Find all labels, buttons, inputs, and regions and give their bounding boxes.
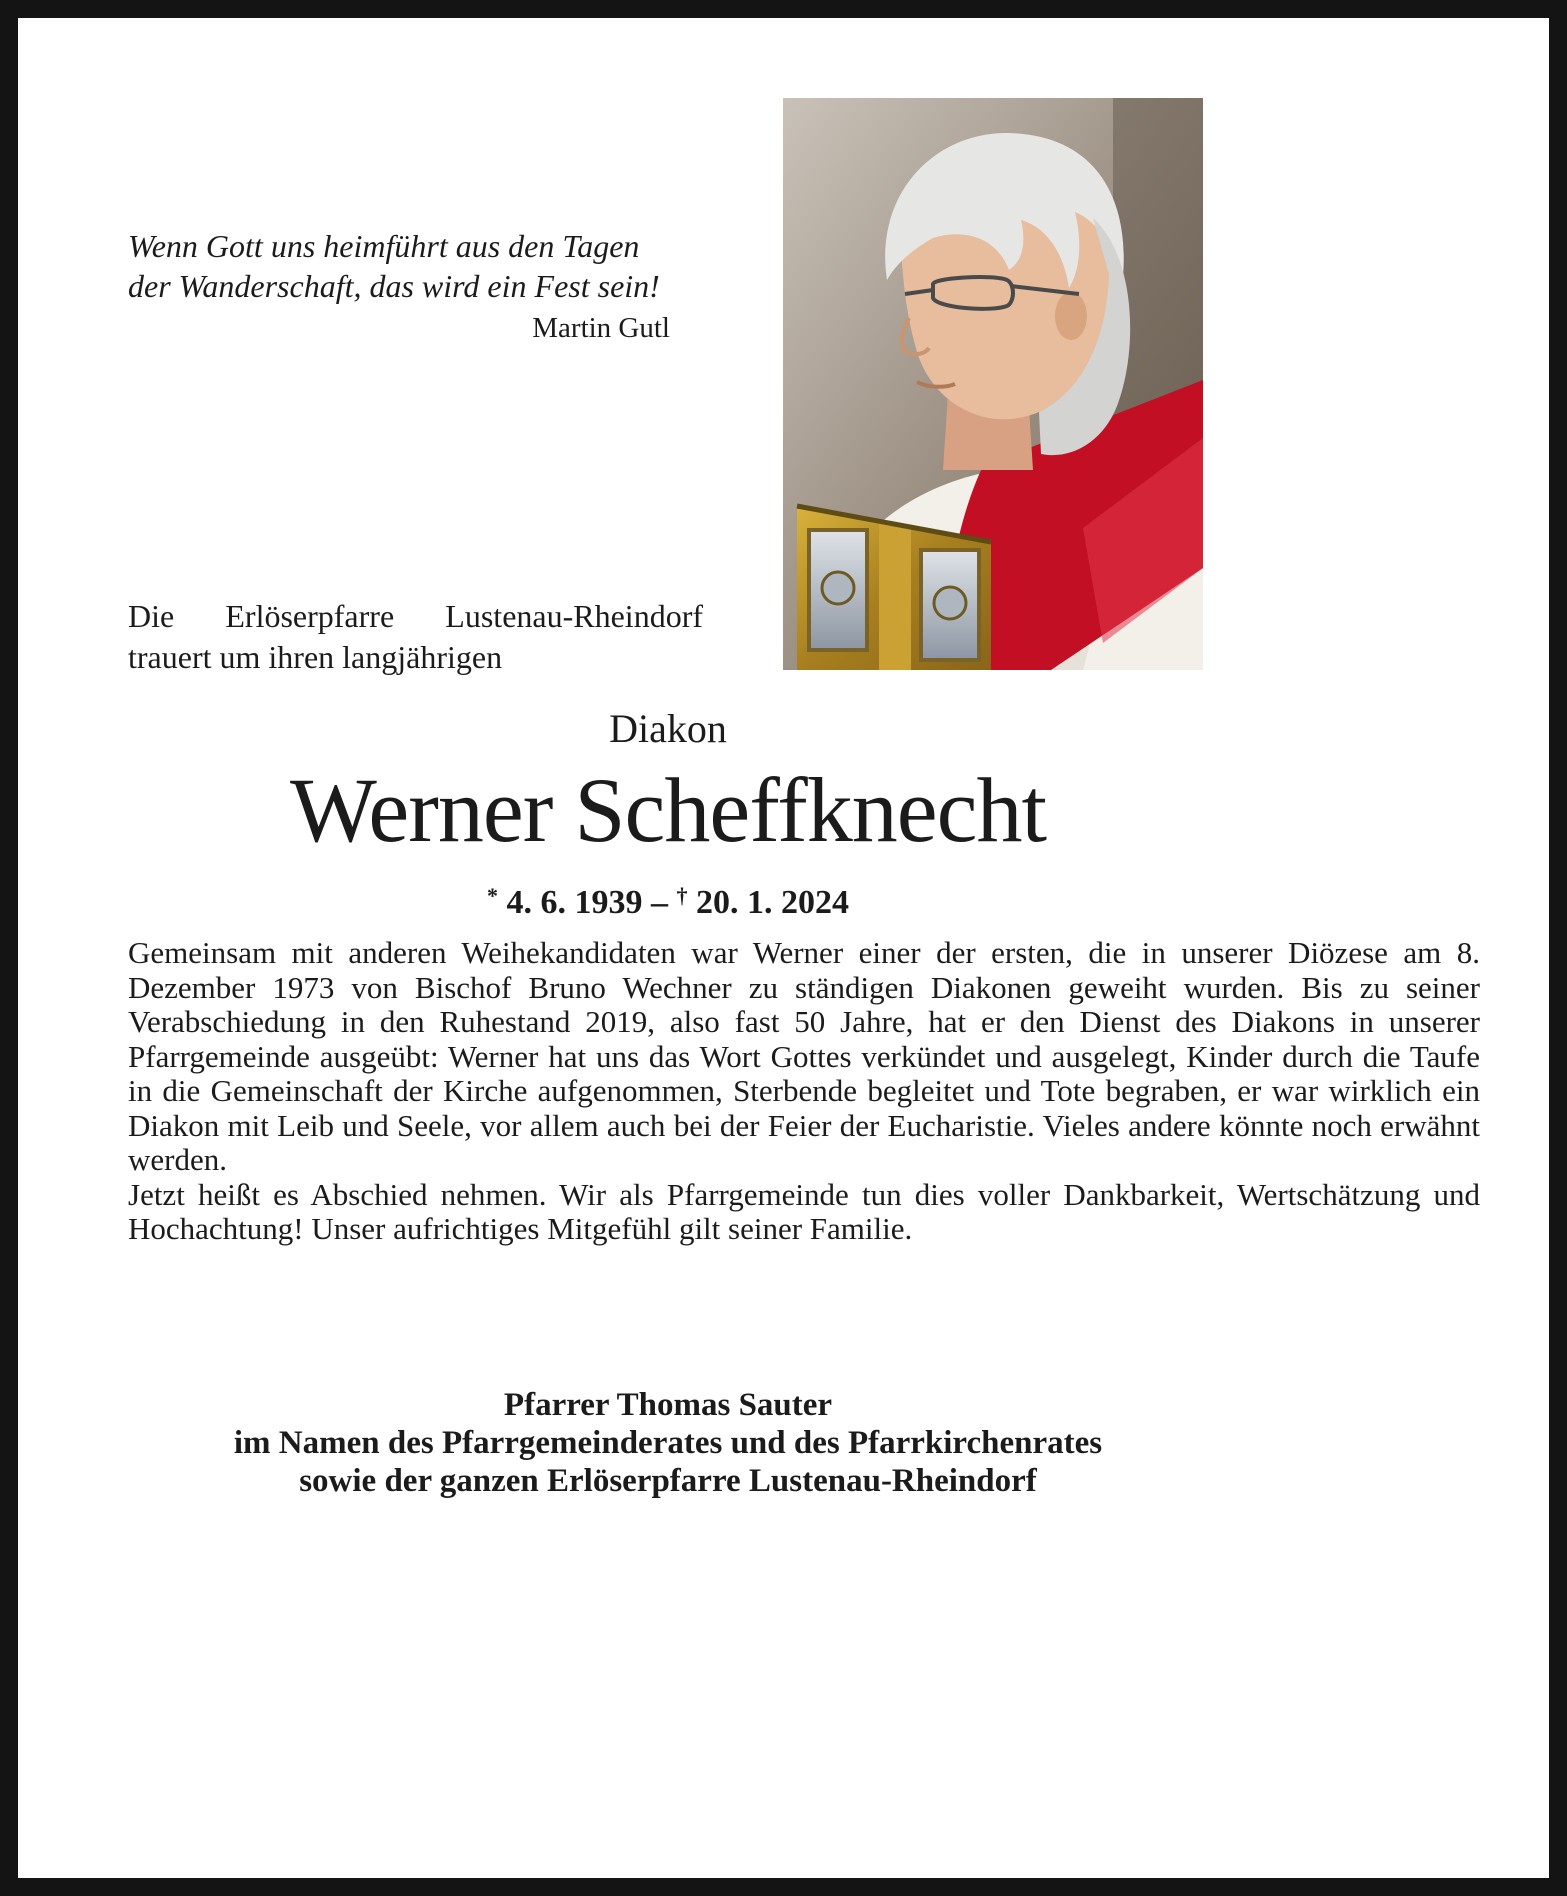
intro-line-2: trauert um ihren langjährigen bbox=[128, 639, 503, 675]
portrait-photo-svg bbox=[783, 98, 1203, 670]
quote-line-1: Wenn Gott uns heimführt aus den Tagen bbox=[128, 228, 640, 264]
ear bbox=[1055, 292, 1087, 340]
deceased-name: Werner Scheffknecht bbox=[289, 759, 1047, 861]
title-block bbox=[128, 706, 1208, 752]
signature-line-2: im Namen des Pfarrgemeinderates und des Pfarrkirchenrates bbox=[233, 1425, 1103, 1461]
dates-separator: – bbox=[651, 884, 668, 921]
quote-attribution: Martin Gutl bbox=[532, 312, 670, 344]
signature-block bbox=[128, 1386, 1208, 1500]
portrait-photo bbox=[783, 98, 1203, 670]
quote-line-2: der Wanderschaft, das wird ein Fest sein! bbox=[128, 268, 660, 304]
signature-line-1: Pfarrer Thomas Sauter bbox=[503, 1387, 833, 1423]
signature-line-3: sowie der ganzen Erlöserpfarre Lustenau-Rheindorf bbox=[299, 1463, 1037, 1499]
deacon-title: Diakon bbox=[609, 706, 727, 751]
obituary-body bbox=[128, 936, 1480, 1247]
intro-line-1: Die Erlöserpfarre Lustenau-Rheindorf bbox=[128, 598, 703, 634]
birth-date: 4. 6. 1939 bbox=[506, 884, 643, 921]
intro-block bbox=[128, 596, 703, 678]
body-paragraph-1: Gemeinsam mit anderen Weihekandidaten war Werner einer der ersten, die in unserer Diözese am 8. Dezember 1973 von Bischof Bruno Wechner zu ständigen Diakonen geweiht wurden. Bis zu seiner Verabschiedung in den Ruhestand 2019, also fast 50 Jahre, hat er den Dienst des Diakons in unserer Pfarrgemeinde ausgeübt: Werner hat uns das Wort Gottes verkündet und ausgelegt, Kinder durch die Taufe in die Gemeinschaft der Kirche aufgenommen, Sterbende begleitet und Tote begraben, er war wirklich ein Diakon mit Leib und Seele, vor allem auch bei der Feier der Eucharistie. Vieles andere könnte noch erwähnt werden. bbox=[128, 935, 1480, 1177]
body-paragraph-2: Jetzt heißt es Abschied nehmen. Wir als Pfarrgemeinde tun dies voller Dankbarkeit, Wertschätzung und Hochachtung! Unser aufrichtiges Mitgefühl gilt seiner Familie. bbox=[128, 1176, 1480, 1246]
name-block bbox=[128, 760, 1208, 860]
life-dates bbox=[128, 876, 1208, 923]
birth-symbol: * bbox=[487, 883, 498, 908]
quote-block bbox=[128, 226, 688, 345]
death-date: 20. 1. 2024 bbox=[696, 884, 849, 921]
dates-block bbox=[128, 876, 1208, 923]
death-symbol: † bbox=[676, 883, 688, 908]
